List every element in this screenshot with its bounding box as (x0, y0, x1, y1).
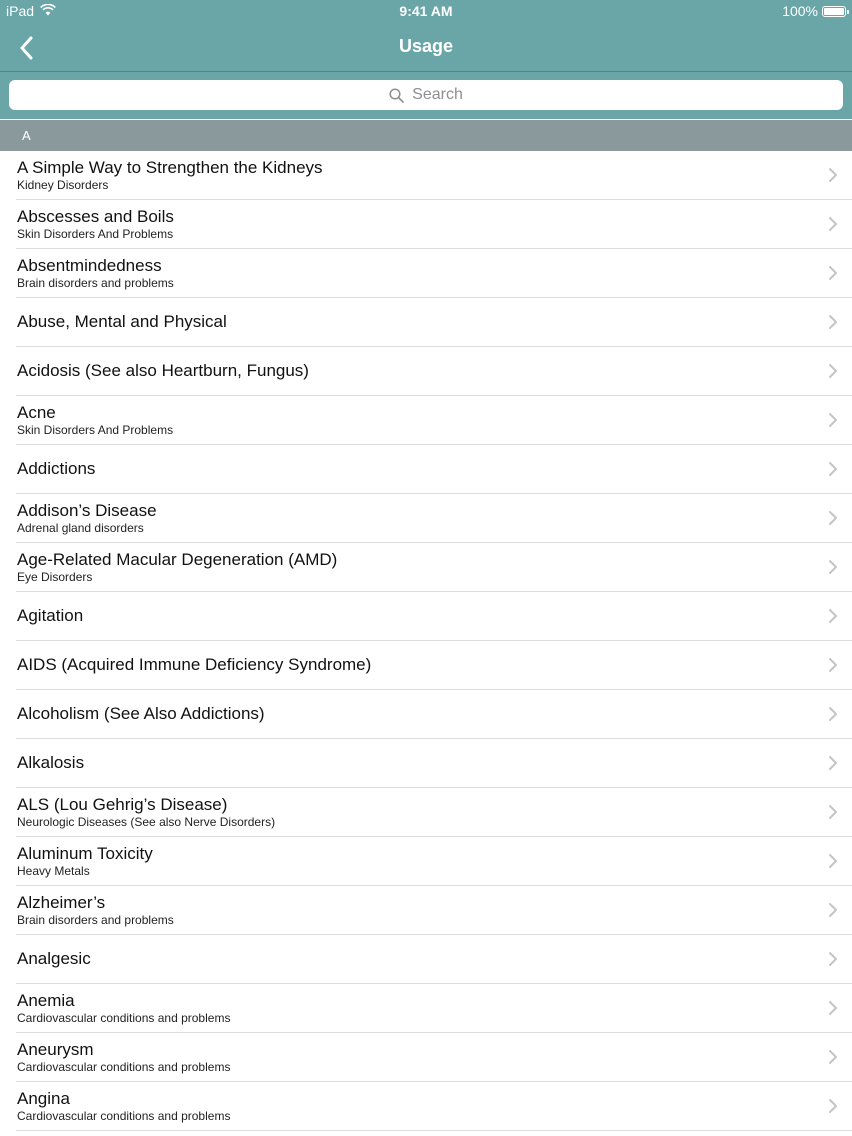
list-item-title: ALS (Lou Gehrig’s Disease) (17, 794, 228, 814)
chevron-right-icon (828, 804, 838, 820)
chevron-right-icon (828, 951, 838, 967)
page-title: Usage (398, 36, 454, 56)
list-item-title: Aluminum Toxicity (17, 843, 153, 863)
list-item-content (17, 837, 816, 885)
list-item[interactable] (16, 641, 852, 690)
list-item-content (17, 690, 816, 738)
list-item-subtitle: Skin Disorders And Problems (17, 422, 174, 437)
battery-icon (822, 6, 846, 17)
list-item[interactable] (16, 935, 852, 984)
list-item-title: A Simple Way to Strengthen the Kidneys (17, 157, 323, 177)
search-placeholder: Search (412, 86, 463, 103)
list-item[interactable] (16, 249, 852, 298)
nav-bar (0, 24, 852, 72)
chevron-right-icon (828, 167, 838, 183)
list-item-title: Addictions (17, 459, 96, 478)
list-item[interactable] (16, 543, 852, 592)
list-item-title: Alkalosis (17, 753, 85, 772)
list-item-subtitle: Eye Disorders (17, 569, 93, 584)
status-bar (0, 0, 852, 24)
list-item-content (17, 494, 816, 542)
list-item-title: Age-Related Macular Degeneration (AMD) (17, 549, 338, 569)
list-item-subtitle: Cardiovascular conditions and problems (17, 1059, 231, 1074)
list-item-subtitle: Cardiovascular conditions and problems (17, 1010, 231, 1025)
list-item[interactable] (16, 886, 852, 935)
list-item-subtitle: Brain disorders and problems (17, 275, 174, 290)
list-item[interactable] (16, 739, 852, 788)
list-item-content (17, 151, 816, 199)
chevron-right-icon (828, 657, 838, 673)
list-item-content (17, 592, 816, 640)
list-item-content (17, 298, 816, 346)
list-item-subtitle: Heavy Metals (17, 863, 90, 878)
chevron-right-icon (828, 1049, 838, 1065)
list-item-title: AIDS (Acquired Immune Deficiency Syndrome) (17, 655, 372, 674)
chevron-right-icon (828, 265, 838, 281)
status-right (782, 3, 846, 19)
chevron-right-icon (828, 608, 838, 624)
list-item-content (17, 347, 816, 395)
list-item-subtitle: Neurologic Diseases (See also Nerve Disorders) (17, 814, 276, 829)
search-area (0, 72, 852, 119)
chevron-right-icon (828, 853, 838, 869)
list-item-title: Abuse, Mental and Physical (17, 312, 227, 331)
list-item-title: Angina (17, 1088, 70, 1108)
chevron-right-icon (828, 902, 838, 918)
list-item[interactable] (16, 837, 852, 886)
search-input[interactable] (9, 80, 843, 110)
chevron-right-icon (828, 363, 838, 379)
chevron-right-icon (828, 412, 838, 428)
list-item[interactable] (16, 151, 852, 200)
list-item-subtitle: Kidney Disorders (17, 177, 109, 192)
list-item-content (17, 886, 816, 934)
list-item[interactable] (16, 445, 852, 494)
list-item-subtitle: Brain disorders and problems (17, 912, 174, 927)
list-item[interactable] (16, 592, 852, 641)
search-icon (389, 88, 404, 103)
list-item[interactable] (16, 984, 852, 1033)
chevron-right-icon (828, 510, 838, 526)
list-item-content (17, 200, 816, 248)
list-item[interactable] (16, 1082, 852, 1131)
list-item[interactable] (16, 494, 852, 543)
list-item-title: Acne (17, 402, 56, 422)
list-item-subtitle: Adrenal gland disorders (17, 520, 144, 535)
chevron-right-icon (828, 1000, 838, 1016)
chevron-right-icon (828, 314, 838, 330)
list-item-title: Absentmindedness (17, 255, 162, 275)
list-item-content (17, 249, 816, 297)
list-item[interactable] (16, 396, 852, 445)
list-item-content (17, 1033, 816, 1081)
list-item[interactable] (16, 347, 852, 396)
chevron-right-icon (828, 706, 838, 722)
list-item-title: Alcoholism (See Also Addictions) (17, 704, 265, 723)
chevron-right-icon (828, 216, 838, 232)
usage-list (0, 151, 852, 1131)
list-item[interactable] (16, 690, 852, 739)
list-item[interactable] (16, 298, 852, 347)
list-item-content (17, 396, 816, 444)
list-item[interactable] (16, 1033, 852, 1082)
list-item-title: Aneurysm (17, 1039, 94, 1059)
list-item[interactable] (16, 200, 852, 249)
list-item-title: Analgesic (17, 949, 91, 968)
list-item-title: Alzheimer’s (17, 892, 106, 912)
list-item-title: Acidosis (See also Heartburn, Fungus) (17, 361, 309, 380)
section-header: A (0, 120, 852, 151)
battery-percent: 100% (782, 3, 818, 19)
list-item-title: Anemia (17, 990, 75, 1010)
list-item-content (17, 543, 816, 591)
list-item-content (17, 445, 816, 493)
chevron-right-icon (828, 559, 838, 575)
list-item-title: Abscesses and Boils (17, 206, 174, 226)
list-item-title: Addison’s Disease (17, 500, 157, 520)
status-time: 9:41 AM (399, 3, 453, 19)
list-item-content (17, 984, 816, 1032)
list-item[interactable] (16, 788, 852, 837)
list-item-content (17, 935, 816, 983)
list-item-subtitle: Cardiovascular conditions and problems (17, 1108, 231, 1123)
chevron-right-icon (828, 461, 838, 477)
list-item-subtitle: Skin Disorders And Problems (17, 226, 174, 241)
list-item-content (17, 788, 816, 836)
chevron-right-icon (828, 755, 838, 771)
device-label: iPad (6, 3, 35, 19)
chevron-right-icon (828, 1098, 838, 1114)
list-item-content (17, 1082, 816, 1130)
list-item-content (17, 641, 816, 689)
list-item-title: Agitation (17, 606, 84, 625)
list-item-content (17, 739, 816, 787)
